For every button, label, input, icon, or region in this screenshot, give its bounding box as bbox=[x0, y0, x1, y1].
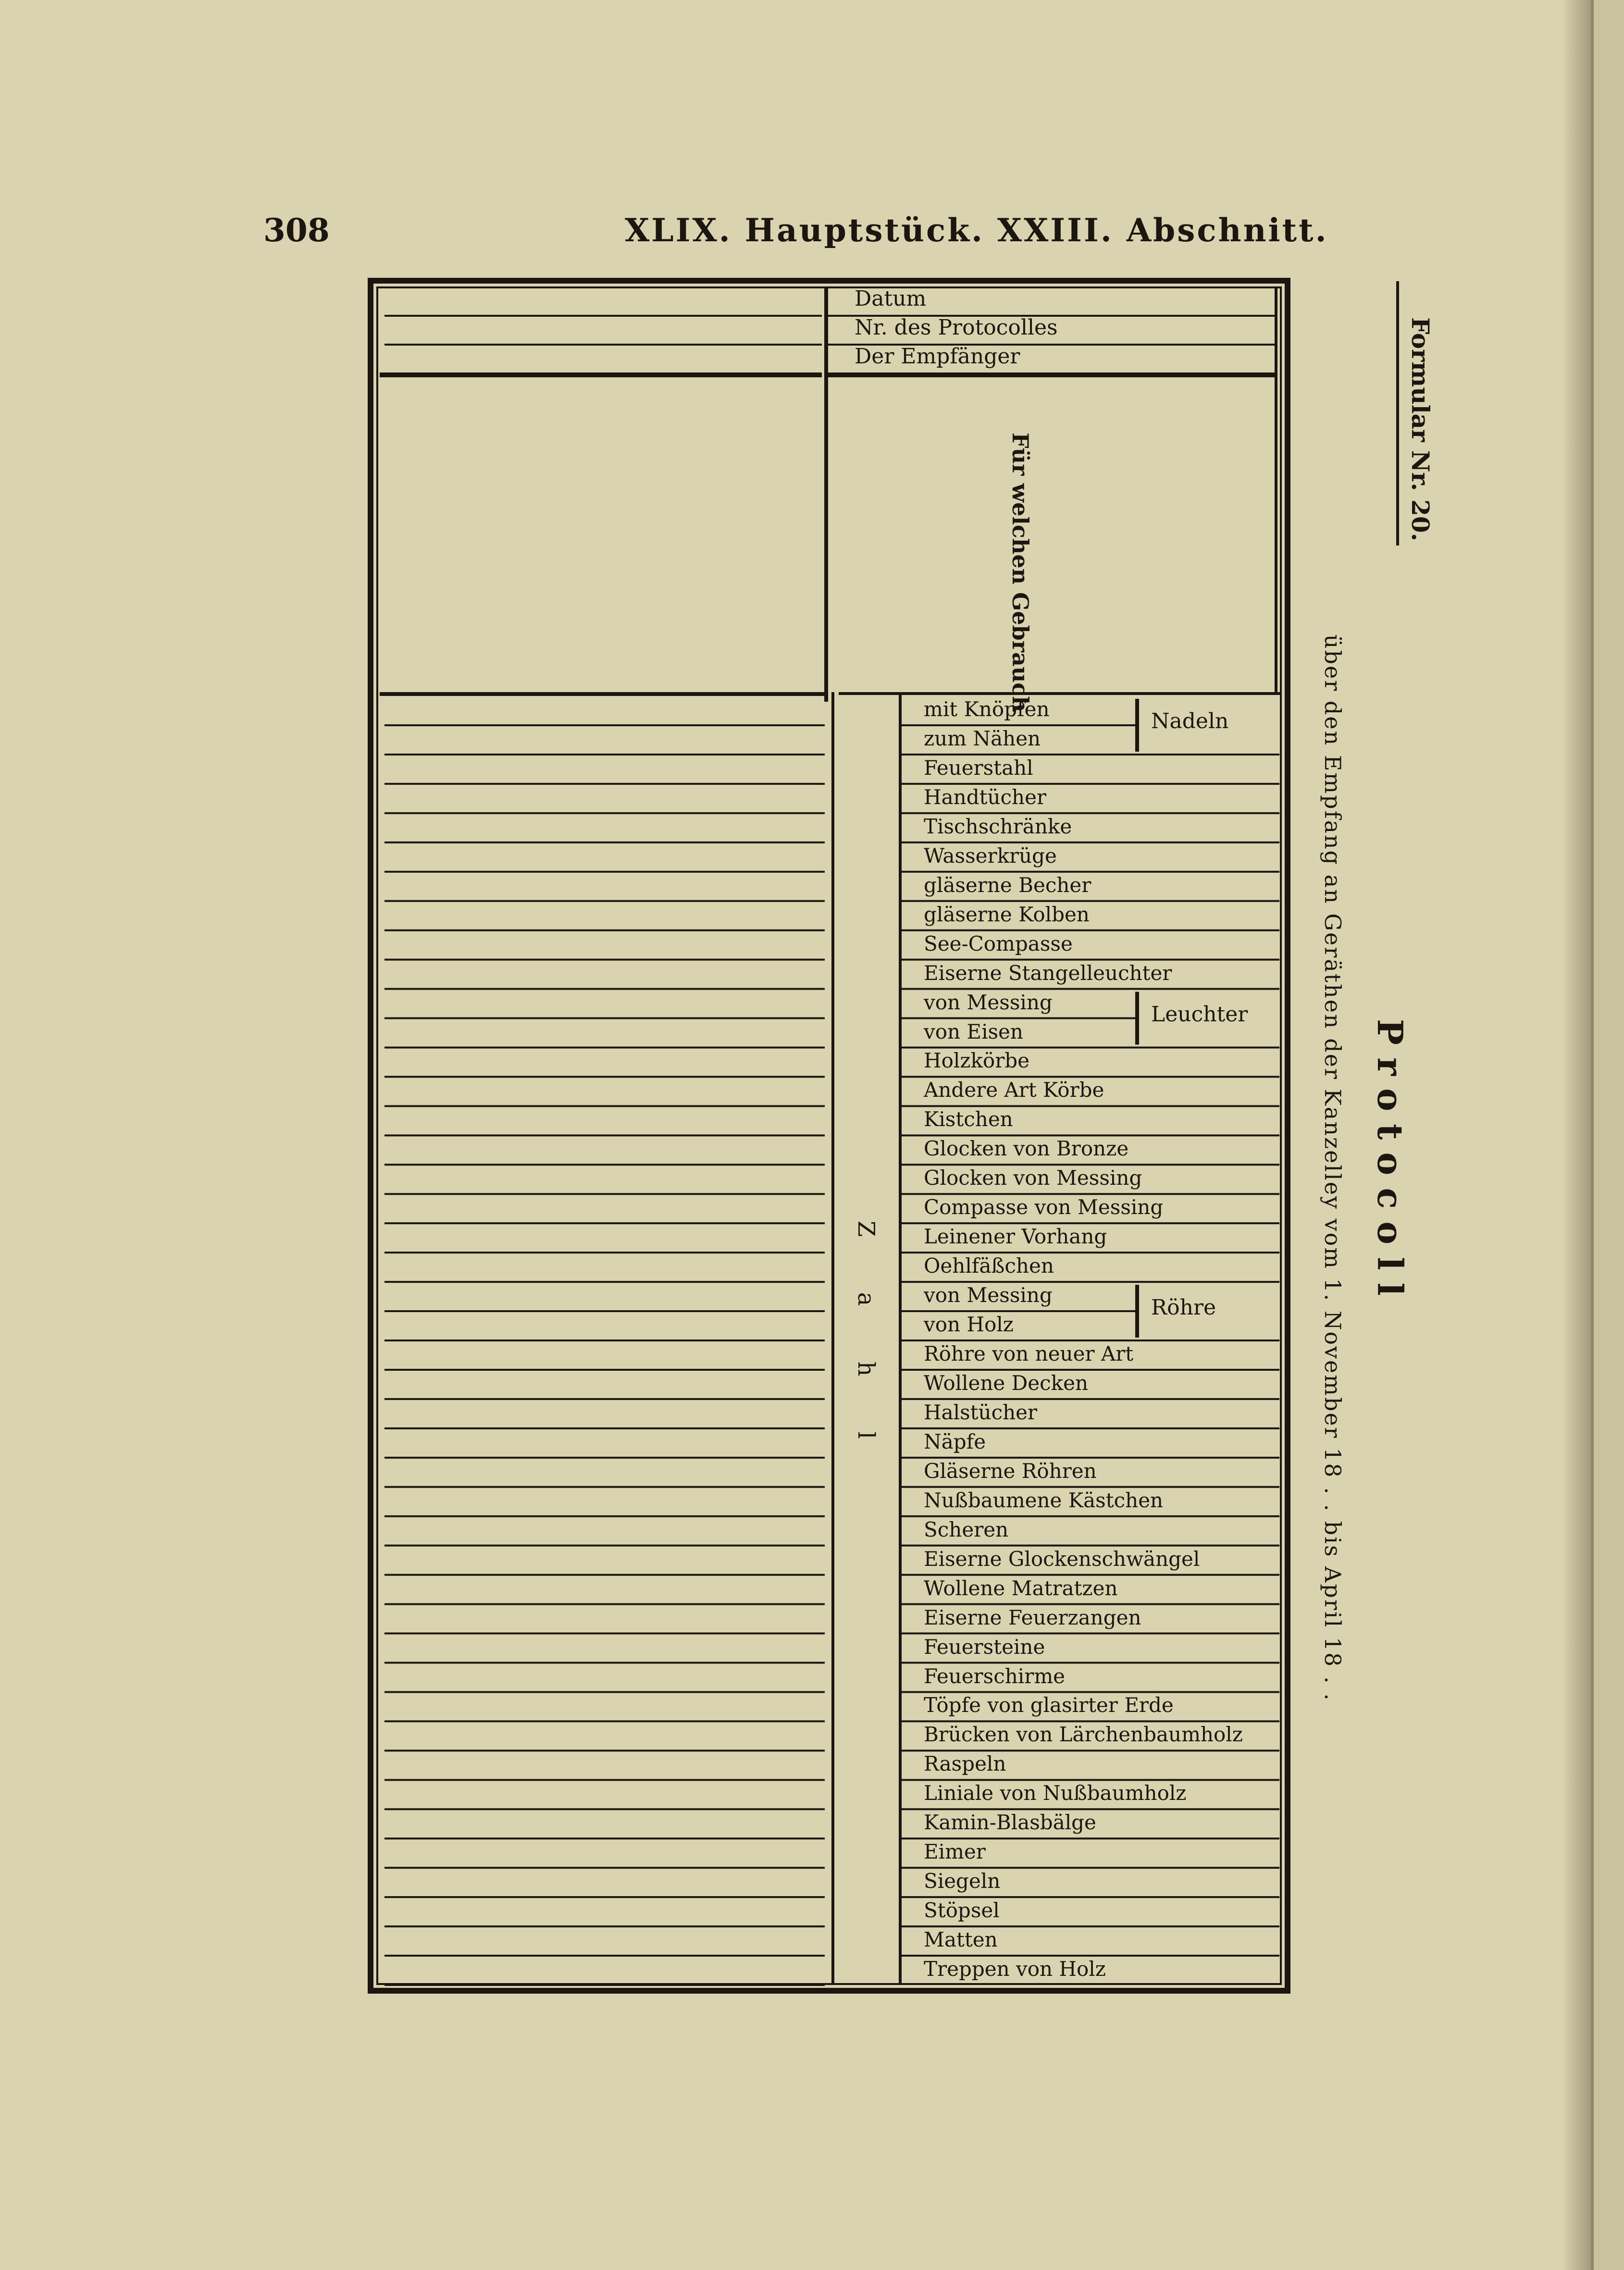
item-label: Näpfe bbox=[924, 1429, 986, 1453]
item-label: Gläserne Röhren bbox=[924, 1459, 1097, 1483]
item-label: Nußbaumene Kästchen bbox=[924, 1488, 1164, 1512]
item-label: Raspeln bbox=[924, 1752, 1006, 1776]
item-label: Wasserkrüge bbox=[924, 843, 1057, 868]
item-label: Feuerstahl bbox=[924, 756, 1033, 780]
item-label: von Messing bbox=[924, 990, 1053, 1014]
item-label: Glocken von Messing bbox=[924, 1166, 1142, 1190]
running-title: XLIX. Hauptstück. XXIII. Abschnitt. bbox=[625, 211, 1328, 249]
item-label: Eiserne Stangelleuchter bbox=[924, 961, 1172, 985]
head-label-protocol-number: Nr. des Protocolles bbox=[855, 315, 1058, 340]
brace-group-label: Röhre bbox=[1151, 1295, 1216, 1320]
item-label: Holzkörbe bbox=[924, 1049, 1030, 1073]
item-label: Handtücher bbox=[924, 785, 1047, 809]
item-label: mit Knöpfen bbox=[924, 697, 1050, 721]
item-label: zum Nähen bbox=[924, 726, 1041, 750]
item-label: Kistchen bbox=[924, 1107, 1013, 1131]
brace-bar bbox=[1135, 1285, 1139, 1338]
item-label: Eimer bbox=[924, 1840, 986, 1864]
item-label: Oehlfäßchen bbox=[924, 1254, 1054, 1278]
item-label: Andere Art Körbe bbox=[924, 1078, 1104, 1102]
brace-bar bbox=[1135, 699, 1139, 752]
count-label: Z a h l bbox=[853, 1221, 880, 1464]
item-label: Tischschränke bbox=[924, 814, 1072, 838]
brace-group-label: Leuchter bbox=[1151, 1002, 1248, 1027]
item-label: Scheren bbox=[924, 1517, 1009, 1541]
item-label: Eiserne Glockenschwängel bbox=[924, 1547, 1200, 1571]
item-label: Wollene Matratzen bbox=[924, 1576, 1118, 1600]
item-label: Glocken von Bronze bbox=[924, 1137, 1129, 1161]
protocol-title: Protocoll bbox=[1370, 1019, 1411, 1308]
item-label: Liniale von Nußbaumholz bbox=[924, 1781, 1187, 1805]
item-label: Stöpsel bbox=[924, 1898, 1000, 1923]
head-label-recipient: Der Empfänger bbox=[855, 344, 1020, 369]
item-label: Feuerschirme bbox=[924, 1664, 1065, 1688]
item-label: gläserne Becher bbox=[924, 873, 1091, 897]
protocol-subtitle: über den Empfang an Geräthen der Kanzelley vom 1. November 18 . . bis April 18 . . bbox=[1320, 634, 1346, 1702]
item-label: See-Compasse bbox=[924, 931, 1073, 955]
item-label: Kamin-Blasbälge bbox=[924, 1811, 1096, 1835]
item-label: von Eisen bbox=[924, 1019, 1023, 1043]
item-label: Töpfe von glasirter Erde bbox=[924, 1693, 1174, 1717]
head-label-datum: Datum bbox=[855, 286, 927, 311]
item-label: Brücken von Lärchenbaumholz bbox=[924, 1723, 1243, 1747]
purpose-label: Für welchen Gebrauch bbox=[1007, 433, 1033, 712]
item-label: Leinener Vorhang bbox=[924, 1225, 1107, 1249]
item-label: Matten bbox=[924, 1928, 998, 1952]
item-label: Treppen von Holz bbox=[924, 1957, 1106, 1981]
formular-number: Formular Nr. 20. bbox=[1406, 317, 1435, 542]
item-label: von Holz bbox=[924, 1313, 1014, 1337]
item-label: Halstücher bbox=[924, 1400, 1038, 1424]
brace-bar bbox=[1135, 992, 1139, 1045]
formular-rule bbox=[1396, 281, 1399, 546]
item-label: gläserne Kolben bbox=[924, 902, 1090, 926]
brace-group-label: Nadeln bbox=[1151, 709, 1229, 734]
item-label: Feuersteine bbox=[924, 1635, 1045, 1659]
item-label: Compasse von Messing bbox=[924, 1195, 1164, 1219]
item-label: Wollene Decken bbox=[924, 1371, 1088, 1395]
item-label: Eiserne Feuerzangen bbox=[924, 1605, 1141, 1629]
item-label: Röhre von neuer Art bbox=[924, 1342, 1134, 1365]
item-label: Siegeln bbox=[924, 1869, 1001, 1893]
page-number: 308 bbox=[263, 211, 330, 249]
item-label: von Messing bbox=[924, 1283, 1053, 1307]
